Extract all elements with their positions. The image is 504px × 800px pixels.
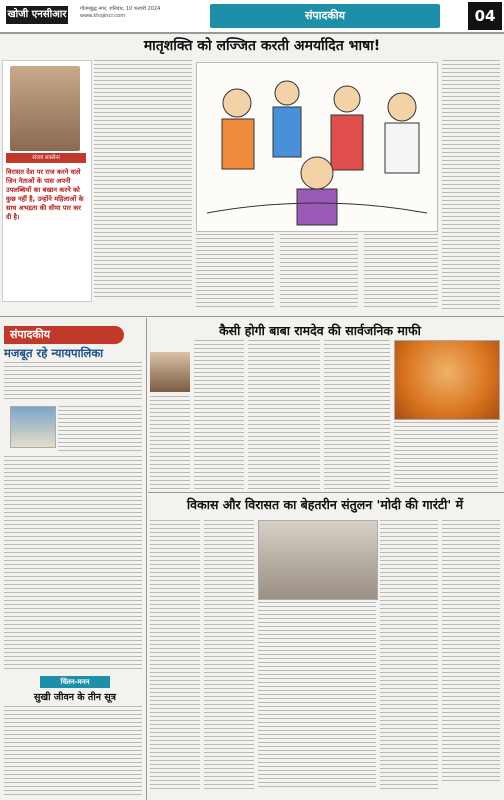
newspaper-logo: खोजी एनसीआर xyxy=(6,6,68,24)
op-ed-1-writer-photo xyxy=(150,352,190,392)
op-ed-2-text-b xyxy=(204,520,254,790)
divider xyxy=(146,318,147,800)
op-ed-1-text-b xyxy=(150,396,190,490)
court-image xyxy=(10,406,56,448)
vichar-text xyxy=(4,706,142,796)
editorial-tag: संपादकीय xyxy=(4,326,124,344)
lead-cartoon xyxy=(196,62,438,232)
editorial-text-top xyxy=(4,362,142,402)
op-ed-1-text-e xyxy=(394,422,498,490)
op-ed-1-text-c xyxy=(248,340,320,490)
modi-photo xyxy=(258,520,378,600)
op-ed-2-headline: विकास और विरासत का बेहतरीन संतुलन 'मोदी की गारंटी' में xyxy=(186,497,464,512)
divider xyxy=(0,316,504,317)
lead-headline: मातृशक्ति को लज्जित करती अमर्यादित भाषा! xyxy=(143,38,381,54)
editorial-text-bottom xyxy=(4,456,142,670)
date-line xyxy=(80,6,200,20)
lead-text-col-3 xyxy=(280,234,358,310)
op-ed-2-text-e xyxy=(442,520,500,784)
lead-text-col-5 xyxy=(442,60,500,310)
op-ed-1-text-d xyxy=(324,340,390,490)
lead-text-col-4 xyxy=(364,234,438,310)
vichar-headline: सुखी जीवन के तीन सूत्र xyxy=(33,692,117,703)
author-photo xyxy=(10,66,80,151)
lead-text-col-1 xyxy=(94,60,192,300)
cartoon-illustration xyxy=(197,63,437,231)
op-ed-2-text-d xyxy=(380,520,438,790)
section-banner: संपादकीय xyxy=(210,4,440,28)
op-ed-2-text-a xyxy=(150,520,200,790)
ramdev-photo xyxy=(394,340,500,420)
page-number: 04 xyxy=(468,2,502,30)
op-ed-1-headline: कैसी होगी बाबा रामदेव की सार्वजनिक माफी xyxy=(219,323,421,338)
editorial-text-side xyxy=(58,406,142,452)
editorial-headline: मजबूत रहे न्यायपालिका xyxy=(4,346,104,360)
op-ed-1-text-a xyxy=(194,340,244,490)
op-ed-2-text-c xyxy=(258,602,376,790)
pull-quote: विरासत देश पर राज करने वाले जिन नेताओं के पास अपनी उपलब्धियों का बखान करने को कुछ नहीं है, उन्होंने महिलाओं के साथ अभद्रता की सीमा पार कर दी है। xyxy=(6,168,84,221)
date-line-primary: गौतमबुद्ध नगर, शनिवार, 10 फरवरी 2024 xyxy=(80,6,161,12)
author-name: संजय सक्सेना xyxy=(6,153,86,163)
lead-text-col-2 xyxy=(196,234,274,310)
divider xyxy=(148,492,504,493)
date-line-secondary: www.khojincr.com xyxy=(80,13,126,19)
vichar-tag: चिंतन-मनन xyxy=(40,676,110,688)
